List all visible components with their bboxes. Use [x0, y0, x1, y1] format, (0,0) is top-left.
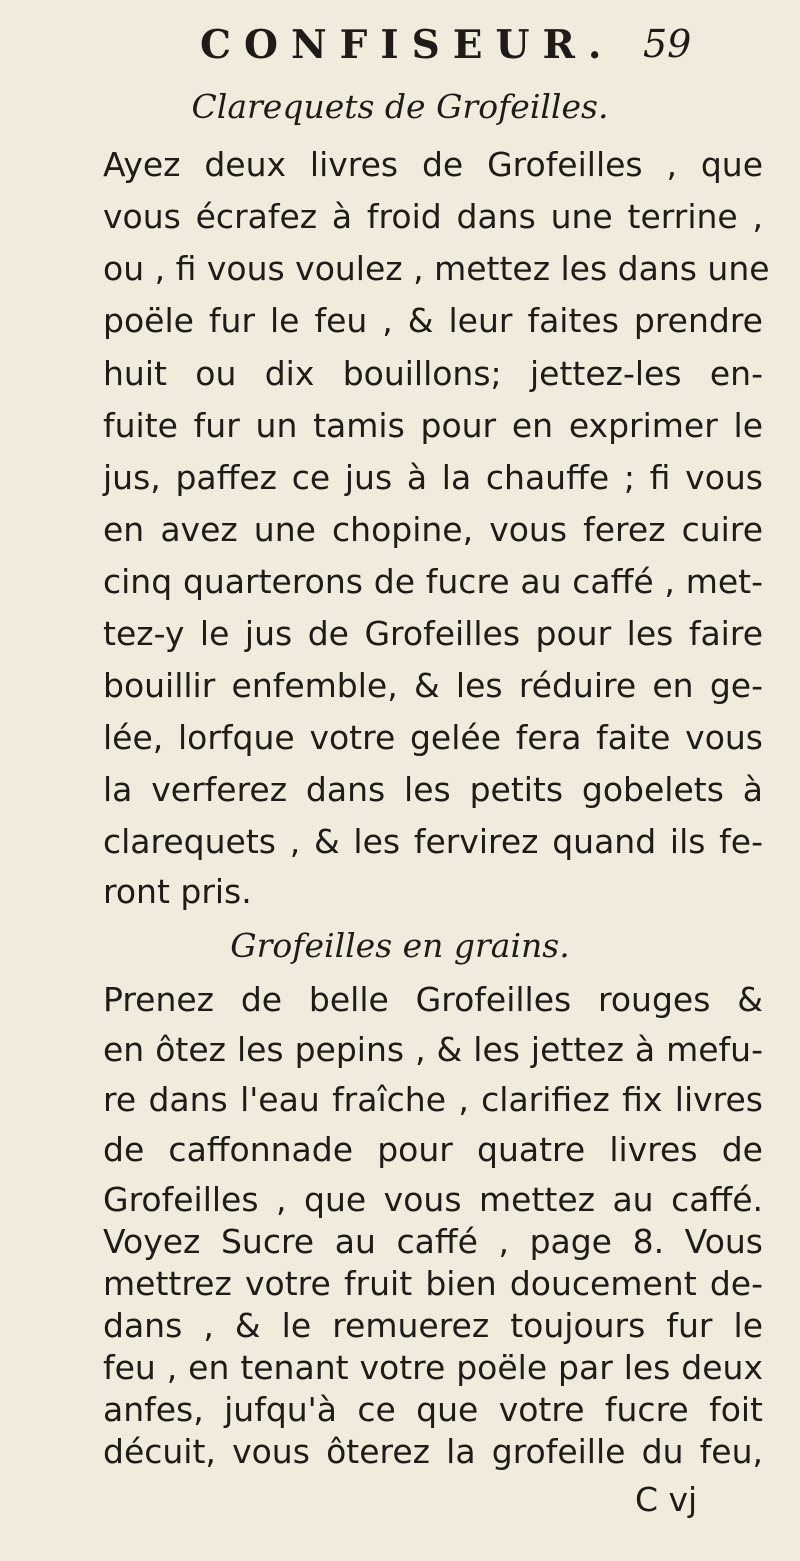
text-line: re dans l'eau fraîche , clarifiez fix livres [103, 1080, 763, 1119]
text-line: en ôtez les pepins , & les jettez à mefu- [103, 1030, 763, 1069]
page-number: 59 [643, 22, 692, 66]
text-line: feu , en tenant votre poële par les deux [103, 1348, 763, 1387]
text-line: mettrez votre fruit bien doucement de- [103, 1264, 763, 1303]
text-line: de caffonnade pour quatre livres de [103, 1130, 763, 1169]
section-title-clarequets: Clarequets de Grofeilles. [191, 87, 609, 126]
text-line: ront pris. [103, 872, 252, 911]
text-line: tez-y le jus de Grofeilles pour les faire [103, 614, 763, 653]
text-line: poële fur le feu , & leur faites prendre [103, 301, 763, 340]
text-line: en avez une chopine, vous ferez cuire [103, 510, 763, 549]
text-line: lée, lorfque votre gelée fera faite vous [103, 718, 763, 757]
text-line: jus, paffez ce jus à la chauffe ; fi vous [103, 458, 763, 497]
text-line: Ayez deux livres de Grofeilles , que [103, 145, 763, 184]
text-line: clarequets , & les fervirez quand ils fe- [103, 822, 763, 861]
text-line: dans , & le remuerez toujours fur le [103, 1306, 763, 1345]
text-line: vous écrafez à froid dans une terrine , [103, 197, 763, 236]
text-line: ou , fi vous voulez , mettez les dans une [103, 249, 770, 288]
running-head [200, 22, 760, 82]
text-line: la verferez dans les petits gobelets à [103, 770, 763, 809]
text-line: anfes, jufqu'à ce que votre fucre foit [103, 1390, 763, 1429]
section-title-grains: Grofeilles en grains. [230, 926, 570, 965]
text-line: huit ou dix bouillons; jettez-les en- [103, 354, 763, 393]
text-line: fuite fur un tamis pour en exprimer le [103, 406, 763, 445]
text-line: Grofeilles , que vous mettez au caffé. [103, 1180, 763, 1219]
text-line: bouillir enfemble, & les réduire en ge- [103, 666, 763, 705]
catchword: C vj [635, 1480, 698, 1519]
text-line: Voyez Sucre au caffé , page 8. Vous [103, 1222, 763, 1261]
text-line: décuit, vous ôterez la grofeille du feu, [103, 1432, 763, 1471]
text-line: Prenez de belle Grofeilles rouges & [103, 980, 763, 1019]
text-line: cinq quarterons de fucre au caffé , met- [103, 562, 763, 601]
running-title: CONFISEUR. [200, 22, 615, 68]
